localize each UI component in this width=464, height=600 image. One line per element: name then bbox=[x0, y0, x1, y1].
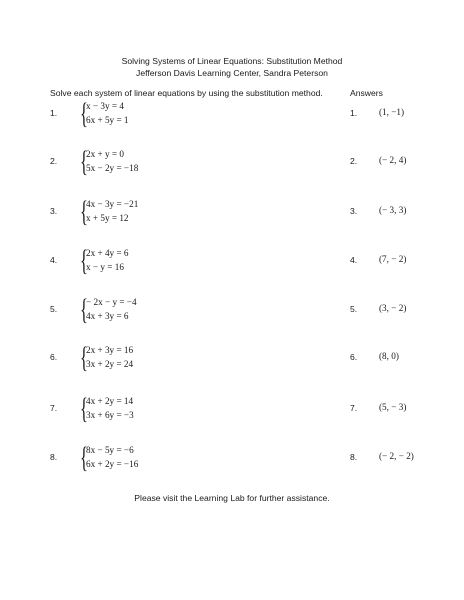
worksheet-subtitle: Jefferson Davis Learning Center, Sandra Peterson bbox=[136, 68, 328, 78]
brace-symbol: { bbox=[80, 97, 88, 130]
equation: 6x + 2y = −16 bbox=[86, 459, 139, 469]
answer-value: (3, − 2) bbox=[379, 303, 407, 313]
answer-value: (8, 0) bbox=[379, 351, 399, 361]
answer-number: 3. bbox=[350, 206, 358, 216]
problem-number: 6. bbox=[50, 352, 58, 362]
equation-system bbox=[80, 244, 220, 277]
answer-value: (− 2, 4) bbox=[379, 155, 407, 165]
answers-heading: Answers bbox=[350, 88, 383, 98]
equation: x − y = 16 bbox=[86, 262, 124, 272]
brace-symbol: { bbox=[80, 293, 88, 326]
equation-system bbox=[80, 145, 220, 178]
footer-note: Please visit the Learning Lab for further assistance. bbox=[134, 493, 330, 503]
brace-symbol: { bbox=[80, 244, 88, 277]
problem-number: 4. bbox=[50, 255, 58, 265]
equation: 3x + 2y = 24 bbox=[86, 359, 134, 369]
problem-number: 7. bbox=[50, 403, 58, 413]
answer-value: (− 2, − 2) bbox=[379, 451, 414, 461]
answer-value: (7, − 2) bbox=[379, 254, 407, 264]
answer-number: 5. bbox=[350, 304, 358, 314]
equation: 2x + 3y = 16 bbox=[86, 345, 134, 355]
brace-symbol: { bbox=[80, 441, 88, 474]
equation: 2x + 4y = 6 bbox=[86, 248, 129, 258]
answer-value: (− 3, 3) bbox=[379, 205, 407, 215]
equation: 3x + 6y = −3 bbox=[86, 410, 134, 420]
equation-system bbox=[80, 341, 220, 374]
answer-number: 6. bbox=[350, 352, 358, 362]
answer-value: (1, −1) bbox=[379, 107, 405, 117]
instructions-text: Solve each system of linear equations by using the substitution method. bbox=[50, 88, 323, 98]
problem-number: 3. bbox=[50, 206, 58, 216]
equation: − 2x − y = −4 bbox=[86, 297, 137, 307]
equation: x + 5y = 12 bbox=[86, 213, 129, 223]
equation: 4x + 2y = 14 bbox=[86, 396, 134, 406]
problem-number: 8. bbox=[50, 452, 58, 462]
equation-system bbox=[80, 97, 220, 130]
equation-system bbox=[80, 441, 220, 474]
worksheet-title: Solving Systems of Linear Equations: Substitution Method bbox=[121, 56, 343, 66]
equation: 4x + 3y = 6 bbox=[86, 311, 129, 321]
answer-number: 1. bbox=[350, 108, 358, 118]
problem-number: 5. bbox=[50, 304, 58, 314]
equation: 4x − 3y = −21 bbox=[86, 199, 139, 209]
equation-system bbox=[80, 195, 220, 228]
equation: 8x − 5y = −6 bbox=[86, 445, 134, 455]
brace-symbol: { bbox=[80, 341, 88, 374]
brace-symbol: { bbox=[80, 145, 88, 178]
answer-number: 2. bbox=[350, 156, 358, 166]
equation-system bbox=[80, 392, 220, 425]
answer-value: (5, − 3) bbox=[379, 402, 407, 412]
brace-symbol: { bbox=[80, 195, 88, 228]
equation: 6x + 5y = 1 bbox=[86, 115, 129, 125]
equation: 5x − 2y = −18 bbox=[86, 163, 139, 173]
equation-system bbox=[80, 293, 220, 326]
worksheet-header bbox=[0, 55, 464, 79]
problem-number: 2. bbox=[50, 156, 58, 166]
brace-symbol: { bbox=[80, 392, 88, 425]
answer-number: 8. bbox=[350, 452, 358, 462]
problem-number: 1. bbox=[50, 108, 58, 118]
answer-number: 7. bbox=[350, 403, 358, 413]
equation: x − 3y = 4 bbox=[86, 101, 124, 111]
equation: 2x + y = 0 bbox=[86, 149, 124, 159]
answer-number: 4. bbox=[350, 255, 358, 265]
